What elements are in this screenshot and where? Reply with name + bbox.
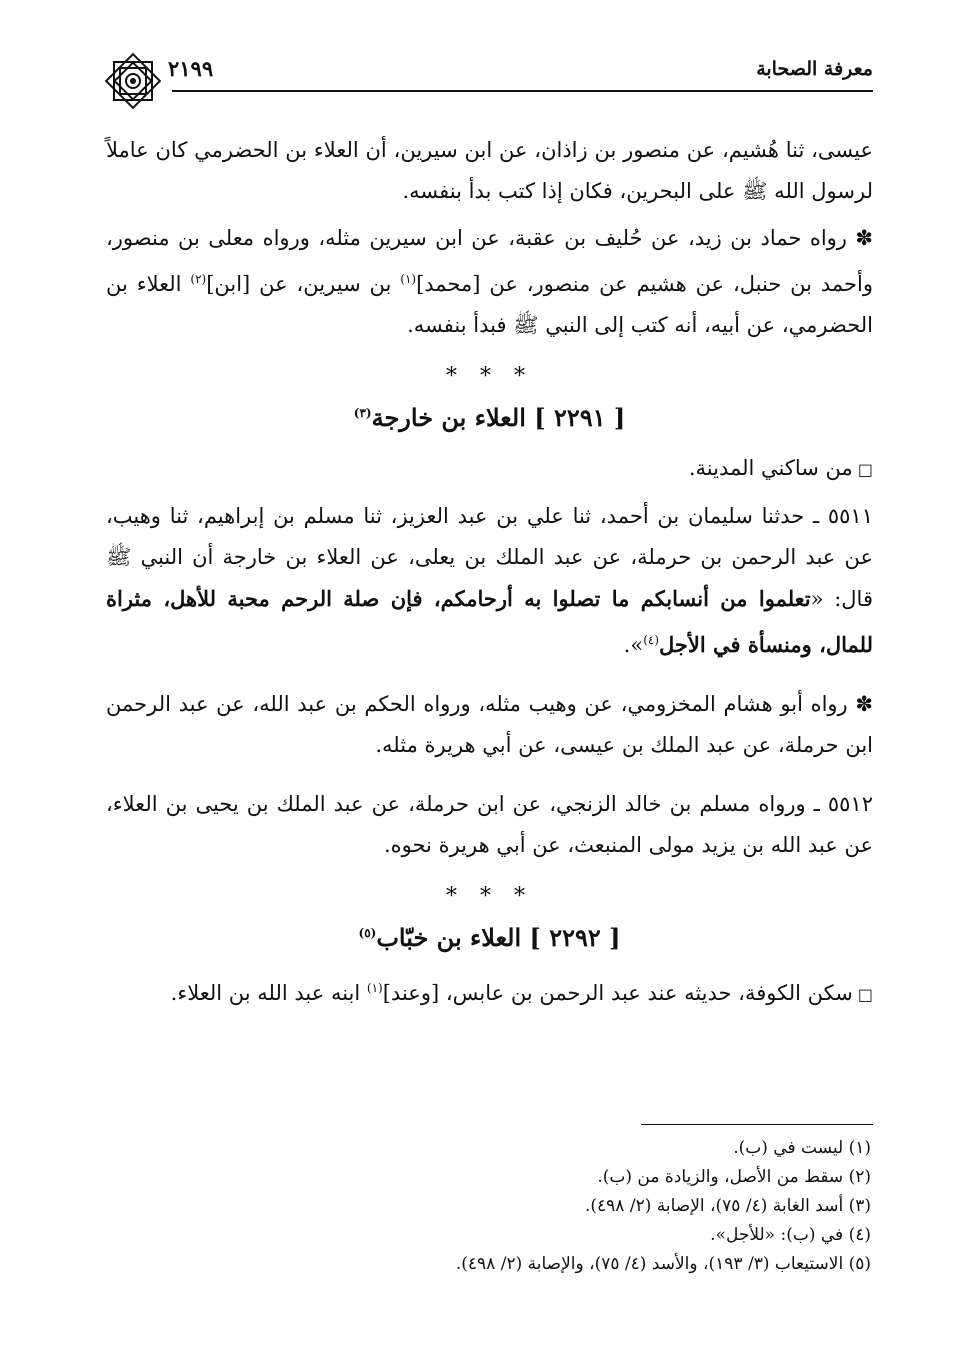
paragraph: ✽ رواه حماد بن زيد، عن حُليف بن عقبة، عن ابن سيرين مثله، ورواه معلى بن منصور، وأحمد بن حنبل، عن هشيم عن منصور، عن [محمد]$^{(١)}$ بن سيرين، عن [ابن]$^{(٢)}$ العلاء بن الحضرمي، عن أبيه، أنه كتب إلى النبي ﷺ فبدأ بنفسه. [106, 226, 874, 337]
footnote: (٤) في (ب): «للأجل». [710, 1225, 871, 1245]
footnote-ref: (٤) [643, 633, 660, 647]
square-bullet-icon: □ [852, 985, 873, 1004]
page-number: ٢١٩٩ [168, 56, 214, 81]
star-bullet-icon: ✽ [847, 692, 873, 716]
footnote-ref: (٥) [358, 926, 377, 940]
header-rule [172, 90, 873, 92]
separator-stars: * * * [446, 364, 533, 389]
footnotes [120, 1134, 871, 1279]
page-header [100, 54, 873, 94]
entry-heading: [ ٢٢٩٢ ] العلاء بن خبّاب$^{(٥)}$ [358, 923, 621, 952]
footnote: (٢) سقط من الأصل، والزيادة من (ب). [597, 1167, 871, 1187]
hadith-5511: ٥٥١١ ـ حدثنا سليمان بن أحمد، ثنا علي بن عبد العزيز، ثنا مسلم بن إبراهيم، ثنا وهيب، عن عبد الرحمن بن حرملة، عن عبد الملك بن يعلى، عن العلاء بن خارجة أن النبي ﷺ قال: «تعلموا من أنسابكم ما تصلوا به أرحامكم، فإن صلة الرحم محبة للأهل، مثراة للمال، ومنسأة في الأجل$^{(٤)}$». [106, 504, 873, 657]
entry-note: □ من ساكني المدينة. [688, 456, 873, 480]
entry-heading: [ ٢٢٩١ ] العلاء بن خارجة$^{(٣)}$ [353, 403, 626, 432]
entry-note: □ سكن الكوفة، حديثه عند عبد الرحمن بن عابس، [وعند]$^{(١)}$ ابنه عبد الله بن العلاء. [170, 981, 873, 1005]
footnote: (١) ليست في (ب). [733, 1138, 871, 1158]
book-title: معرفة الصحابة [756, 58, 873, 80]
octagram-ornament-icon [100, 48, 166, 114]
footnote: (٣) أسد الغابة (٤/ ٧٥)، الإصابة (٢/ ٤٩٨). [584, 1196, 871, 1216]
footnote-ref: (٢) [190, 272, 207, 286]
main-text [106, 130, 873, 1021]
paragraph: ✽ رواه أبو هشام المخزومي، عن وهيب مثله، ورواه الحكم بن عبد الله، عن عبد الرحمن ابن حرملة، عن عبد الملك بن عيسى، عن أبي هريرة مثله. [106, 692, 873, 757]
footnote-rule [641, 1124, 873, 1125]
footnote-ref: (١) [366, 981, 383, 995]
footnote-ref: (٣) [353, 406, 372, 420]
footnote-ref: (١) [400, 272, 417, 286]
hadith-5512: ٥٥١٢ ـ ورواه مسلم بن خالد الزنجي، عن ابن حرملة، عن عبد الملك بن يحيى بن العلاء، عن عبد الله بن يزيد مولى المنبعث، عن أبي هريرة نحوه. [106, 792, 873, 857]
square-bullet-icon: □ [852, 460, 873, 479]
separator-stars: * * * [446, 884, 533, 909]
paragraph: عيسى، ثنا هُشيم، عن منصور بن زاذان، عن ابن سيرين، أن العلاء بن الحضرمي كان عاملاً لرسول الله ﷺ على البحرين، فكان إذا كتب بدأ بنفسه. [106, 138, 873, 203]
star-bullet-icon: ✽ [846, 226, 873, 250]
footnote: (٥) الاستيعاب (٣/ ١٩٣)، والأسد (٤/ ٧٥)، والإصابة (٢/ ٤٩٨). [455, 1254, 871, 1274]
hadith-text: تعلموا من أنسابكم ما تصلوا به أرحامكم، فإن صلة الرحم محبة للأهل، مثراة للمال، ومنسأة في الأجل [106, 586, 873, 657]
